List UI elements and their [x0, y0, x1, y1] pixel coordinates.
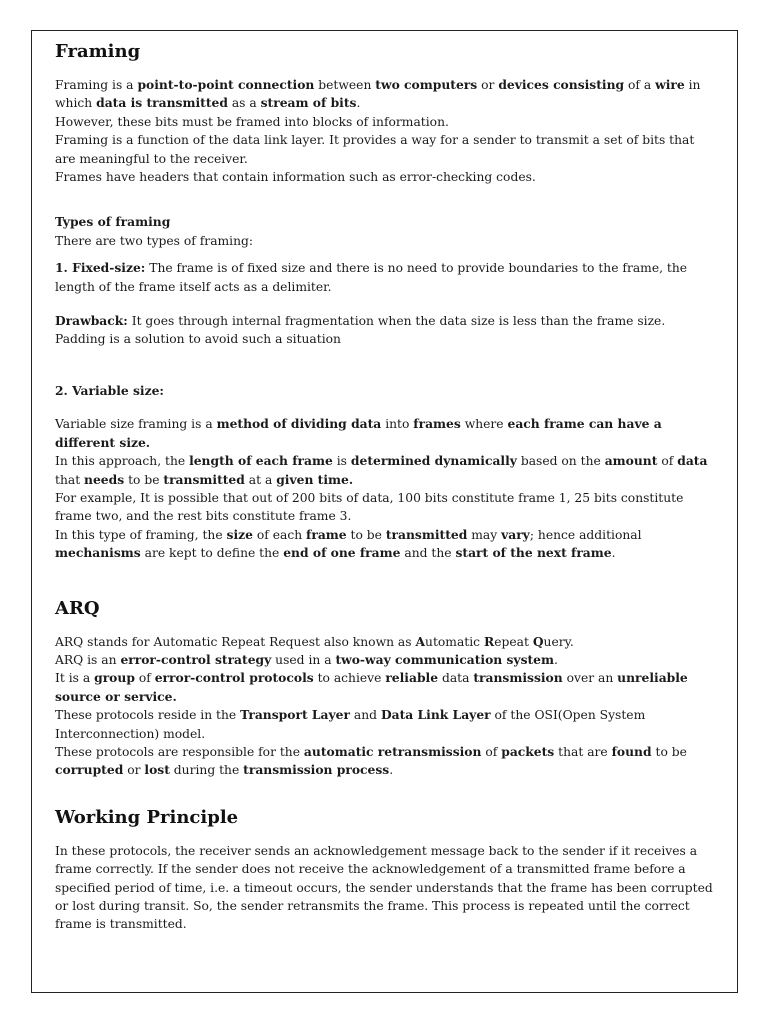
bold-text-run: found: [611, 743, 652, 759]
bold-text-run: needs: [84, 471, 125, 487]
text-run: used in a: [271, 652, 336, 667]
bold-text-run: length of each frame: [189, 453, 333, 469]
bold-text-run: R: [483, 633, 495, 649]
bold-text-run: two computers: [375, 77, 478, 92]
text-run: of each: [252, 527, 307, 542]
fixed-size-paragraph: [55, 259, 715, 296]
arq-paragraph-5: [55, 743, 715, 780]
bold-text-run: method of dividing data: [216, 416, 382, 432]
text-run: that: [55, 472, 85, 487]
fixed-size-label: 1. Fixed-size:: [55, 260, 146, 276]
framing-paragraph-4: Frames have headers that contain information such as error-checking codes.: [55, 170, 536, 185]
text-run: to be: [346, 527, 386, 542]
bold-text-run: group: [94, 670, 135, 686]
text-run: or: [123, 763, 145, 778]
text-run: of the OSI(Open System Interconnection) model.: [55, 708, 646, 741]
text-run: ; hence additional: [529, 527, 642, 542]
bold-text-run: start of the next frame: [455, 545, 612, 561]
bold-text-run: transmission process: [243, 762, 390, 778]
text-run: into: [381, 417, 414, 432]
text-run: of a: [624, 78, 656, 92]
bold-text-run: error-control protocols: [154, 670, 314, 686]
bold-text-run: end of one frame: [283, 545, 401, 561]
bold-text-run: corrupted: [55, 762, 124, 778]
text-run: based on the: [516, 454, 605, 469]
text-run: and: [349, 708, 381, 723]
framing-heading: Framing: [55, 41, 141, 62]
framing-paragraph-3: Framing is a function of the data link layer. It provides a way for a sender to transmit a set of bits that are meaningful to the receiver.: [55, 133, 695, 166]
bold-text-run: packets: [501, 743, 555, 759]
text-run: data: [438, 671, 474, 686]
bold-text-run: data: [677, 453, 708, 469]
bold-text-run: unreliable source or service.: [55, 670, 688, 704]
bold-text-run: frame: [306, 526, 347, 542]
text-run: These protocols reside in the: [55, 708, 241, 723]
text-run: Framing is a: [55, 78, 138, 92]
text-run: ARQ is an: [55, 652, 121, 667]
types-of-framing-label: Types of framing: [55, 214, 171, 230]
bold-text-run: determined dynamically: [350, 453, 517, 469]
bold-text-run: Transport Layer: [240, 707, 350, 723]
text-run: to achieve: [313, 671, 386, 686]
arq-paragraph-1: [55, 633, 715, 651]
drawback-paragraph: [55, 312, 715, 349]
bold-text-run: transmitted: [163, 471, 245, 487]
text-run: that are: [554, 744, 612, 759]
text-run: In this approach, the: [55, 454, 190, 469]
text-run: Variable size framing is a: [55, 417, 217, 432]
text-run: may: [467, 527, 502, 542]
bold-text-run: devices consisting: [498, 77, 625, 92]
variable-paragraph-4: [55, 526, 715, 563]
text-run: epeat: [494, 634, 533, 649]
bold-text-run: each frame can have a different size.: [55, 416, 662, 450]
bold-text-run: two-way communication system: [335, 651, 555, 667]
framing-paragraph-2: However, these bits must be framed into blocks of information.: [55, 114, 449, 129]
text-run: .: [554, 652, 558, 667]
arq-paragraph-4: [55, 706, 715, 743]
text-run: or: [477, 78, 499, 92]
text-run: In this type of framing, the: [55, 527, 227, 542]
bold-text-run: wire: [655, 77, 685, 92]
text-run: where: [460, 417, 508, 432]
variable-size-title: [55, 382, 715, 400]
text-run: ARQ stands for Automatic Repeat Request also known as: [55, 634, 416, 649]
text-run: .: [611, 546, 616, 561]
text-run: It is a: [55, 671, 95, 686]
text-run: as a: [227, 96, 261, 111]
bold-text-run: lost: [144, 762, 170, 778]
drawback-text: It goes through internal fragmentation when the data size is less than the frame size. Padding is a solution to avoid such a situation: [55, 314, 666, 347]
text-run: of: [481, 744, 502, 759]
text-run: in which: [55, 78, 701, 111]
bold-text-run: mechanisms: [55, 545, 141, 561]
variable-paragraph-2: [55, 452, 715, 489]
bold-text-run: error-control strategy: [120, 651, 272, 667]
bold-text-run: data is transmitted: [96, 95, 228, 111]
arq-paragraph-2: [55, 651, 715, 669]
text-run: .: [356, 96, 361, 111]
text-run: at a: [244, 472, 277, 487]
text-run: are kept to define the: [140, 546, 284, 561]
bold-text-run: reliable: [385, 670, 439, 686]
bold-text-run: vary: [501, 526, 530, 542]
arq-paragraph-3: [55, 669, 715, 706]
bold-text-run: given time.: [276, 471, 354, 487]
types-intro: There are two types of framing:: [55, 233, 254, 248]
bold-text-run: stream of bits: [260, 95, 357, 111]
document-body: [55, 38, 715, 934]
types-of-framing-title: [55, 213, 715, 231]
bold-text-run: A: [415, 633, 426, 649]
framing-paragraph-1: [55, 76, 715, 113]
text-run: and the: [400, 546, 456, 561]
bold-text-run: transmission: [473, 670, 563, 686]
bold-text-run: transmitted: [385, 526, 468, 542]
text-run: .: [389, 763, 394, 778]
bold-text-run: point-to-point connection: [137, 77, 315, 92]
variable-paragraph-3: For example, It is possible that out of 200 bits of data, 100 bits constitute frame 1, 25 bits constitute frame two, and the rest bits constitute frame 3.: [55, 490, 684, 524]
variable-paragraph-1: [55, 415, 715, 452]
text-run: is: [332, 454, 351, 469]
text-run: over an: [562, 671, 618, 686]
text-run: of: [134, 671, 155, 686]
drawback-label: Drawback:: [55, 313, 128, 329]
working-principle-heading: Working Principle: [55, 806, 239, 828]
text-run: during the: [169, 763, 244, 778]
text-run: to be: [124, 472, 164, 487]
bold-text-run: Data Link Layer: [380, 707, 491, 723]
text-run: between: [314, 78, 376, 92]
arq-heading: ARQ: [55, 597, 100, 619]
bold-text-run: automatic retransmission: [303, 743, 482, 759]
working-principle-paragraph: In these protocols, the receiver sends an acknowledgement message back to the sender if it receives a frame correctly. If the sender does not receive the acknowledgement of a transmitted frame before a specified period of time, i.e. a timeout occurs, the sender understands that the frame has been corrupted or lost during transit. So, the sender retransmits the frame. This process is repeated until the correct frame is transmitted.: [55, 843, 713, 932]
text-run: These protocols are responsible for the: [55, 744, 304, 759]
text-run: uery.: [543, 634, 574, 649]
variable-size-label: 2. Variable size:: [55, 382, 164, 398]
bold-text-run: amount: [604, 453, 658, 469]
text-run: utomatic: [425, 634, 484, 649]
text-run: of: [657, 454, 678, 469]
bold-text-run: Q: [532, 633, 544, 649]
bold-text-run: frames: [413, 416, 461, 432]
text-run: to be: [651, 744, 687, 759]
bold-text-run: size: [226, 526, 253, 542]
fixed-size-text: The frame is of fixed size and there is no need to provide boundaries to the frame, the length of the frame itself acts as a delimiter.: [55, 261, 688, 294]
